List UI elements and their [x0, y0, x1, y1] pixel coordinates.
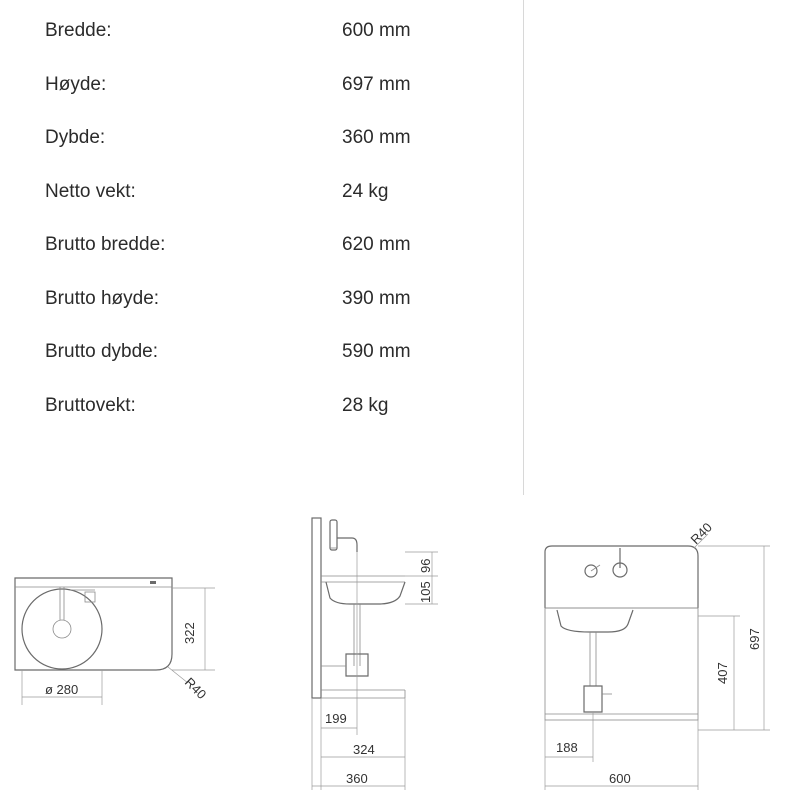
spec-value: 390 mm [342, 288, 411, 309]
dim-label-199: 199 [325, 711, 347, 726]
dim-label-600: 600 [609, 771, 631, 786]
spec-value: 620 mm [342, 234, 411, 255]
front-view-drawing [545, 520, 770, 790]
tap-spout [337, 538, 357, 552]
spec-value: 24 kg [342, 181, 389, 202]
dim-label-105: 105 [418, 581, 433, 603]
spec-value: 360 mm [342, 127, 411, 148]
dim-label-280: ø 280 [45, 682, 79, 697]
spec-label: Høyde: [45, 74, 107, 95]
radius-leader [168, 667, 188, 683]
dim-label-r40-front: R40 [687, 519, 715, 548]
dim-label-360: 360 [346, 771, 368, 786]
lower-frame [545, 608, 698, 720]
spec-label: Dybde: [45, 127, 106, 148]
basin-bowl [326, 582, 405, 604]
spec-value: 590 mm [342, 341, 411, 362]
logo-mark [150, 581, 156, 584]
spec-label: Netto vekt: [45, 181, 136, 202]
spec-value: 600 mm [342, 20, 411, 41]
dim-label-188: 188 [556, 740, 578, 755]
spec-label: Brutto bredde: [45, 234, 166, 255]
spec-label: Brutto dybde: [45, 341, 159, 362]
dim-label-324: 324 [353, 742, 375, 757]
spec-label: Bruttovekt: [45, 395, 136, 416]
dim-label-322: 322 [182, 622, 197, 644]
spec-label: Brutto høyde: [45, 288, 160, 309]
spec-label: Bredde: [45, 20, 112, 41]
drain-circle [53, 620, 71, 638]
dim-label-r40-top: R40 [181, 674, 210, 702]
side-view-drawing [312, 518, 438, 790]
dim-label-407: 407 [715, 662, 730, 684]
top-view-drawing [15, 578, 215, 705]
dim-label-96: 96 [418, 558, 433, 573]
tap-lever [591, 565, 600, 571]
spec-value: 28 kg [342, 395, 389, 416]
dim-label-697: 697 [747, 628, 762, 650]
spec-value: 697 mm [342, 74, 411, 95]
wall-panel [312, 518, 321, 698]
bowl-outer-circle [22, 589, 102, 669]
front-basin-bowl [557, 610, 633, 632]
tap-handle [330, 520, 337, 550]
front-siphon [584, 686, 602, 712]
